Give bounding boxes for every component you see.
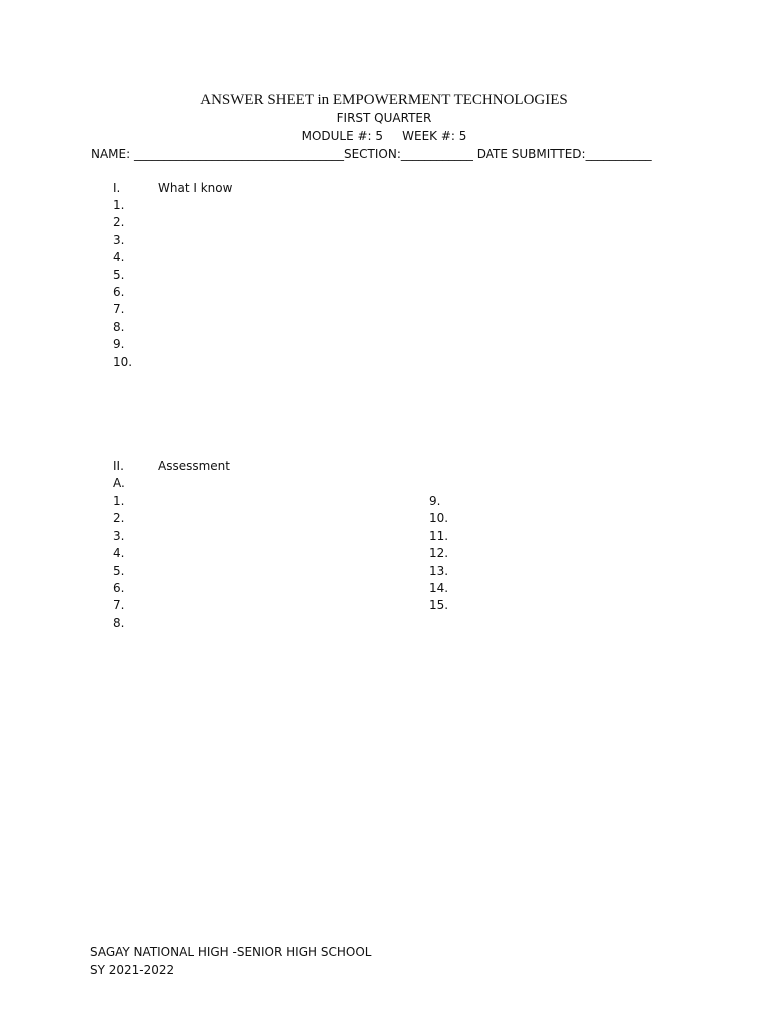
page-title: ANSWER SHEET in EMPOWERMENT TECHNOLOGIES: [200, 92, 568, 108]
list-item: 11.: [429, 528, 449, 543]
list-item: 14.: [429, 581, 449, 596]
list-item: 13.: [429, 563, 449, 578]
list-item: 3.: [113, 232, 125, 247]
list-item: 6.: [113, 285, 125, 300]
list-item: 10.: [113, 354, 133, 369]
part2-numeral: II.: [113, 459, 124, 473]
list-item: 9.: [113, 337, 125, 352]
list-item: 12.: [429, 546, 449, 561]
list-item: 1.: [113, 198, 125, 212]
list-item: 5.: [113, 267, 125, 282]
list-item: 7.: [113, 302, 125, 317]
quarter-label: FIRST QUARTER: [336, 111, 432, 125]
part1-heading: What I know: [158, 181, 233, 195]
list-item: 6.: [113, 581, 125, 596]
list-item: 2.: [113, 511, 125, 526]
part2-heading: Assessment: [158, 459, 230, 473]
list-item: 7.: [113, 598, 125, 613]
list-item: 1.: [113, 494, 125, 508]
footer-school-year: SY 2021-2022: [90, 963, 175, 977]
module-week-label: MODULE #: 5 WEEK #: 5: [301, 129, 467, 143]
list-item: 10.: [429, 511, 449, 526]
list-item: 15.: [429, 598, 449, 613]
list-item: 8.: [113, 319, 125, 334]
list-item: 4.: [113, 250, 125, 265]
part2-right-answer-list: [429, 493, 448, 615]
list-item: 2.: [113, 215, 125, 230]
part1-answer-list: [113, 197, 132, 371]
list-item: 3.: [113, 528, 125, 543]
part2-sub-label: A.: [113, 476, 125, 490]
list-item: 5.: [113, 563, 125, 578]
part2-left-answer-list: [113, 493, 124, 632]
student-info-line: NAME: ___________________________________SECTION:____________ DATE SUBMITTED:___________: [91, 147, 652, 161]
list-item: 4.: [113, 546, 125, 561]
footer-school-name: SAGAY NATIONAL HIGH -SENIOR HIGH SCHOOL: [90, 945, 372, 959]
list-item: 8.: [113, 615, 125, 630]
part1-numeral: I.: [113, 181, 121, 195]
list-item: 9.: [429, 494, 441, 508]
